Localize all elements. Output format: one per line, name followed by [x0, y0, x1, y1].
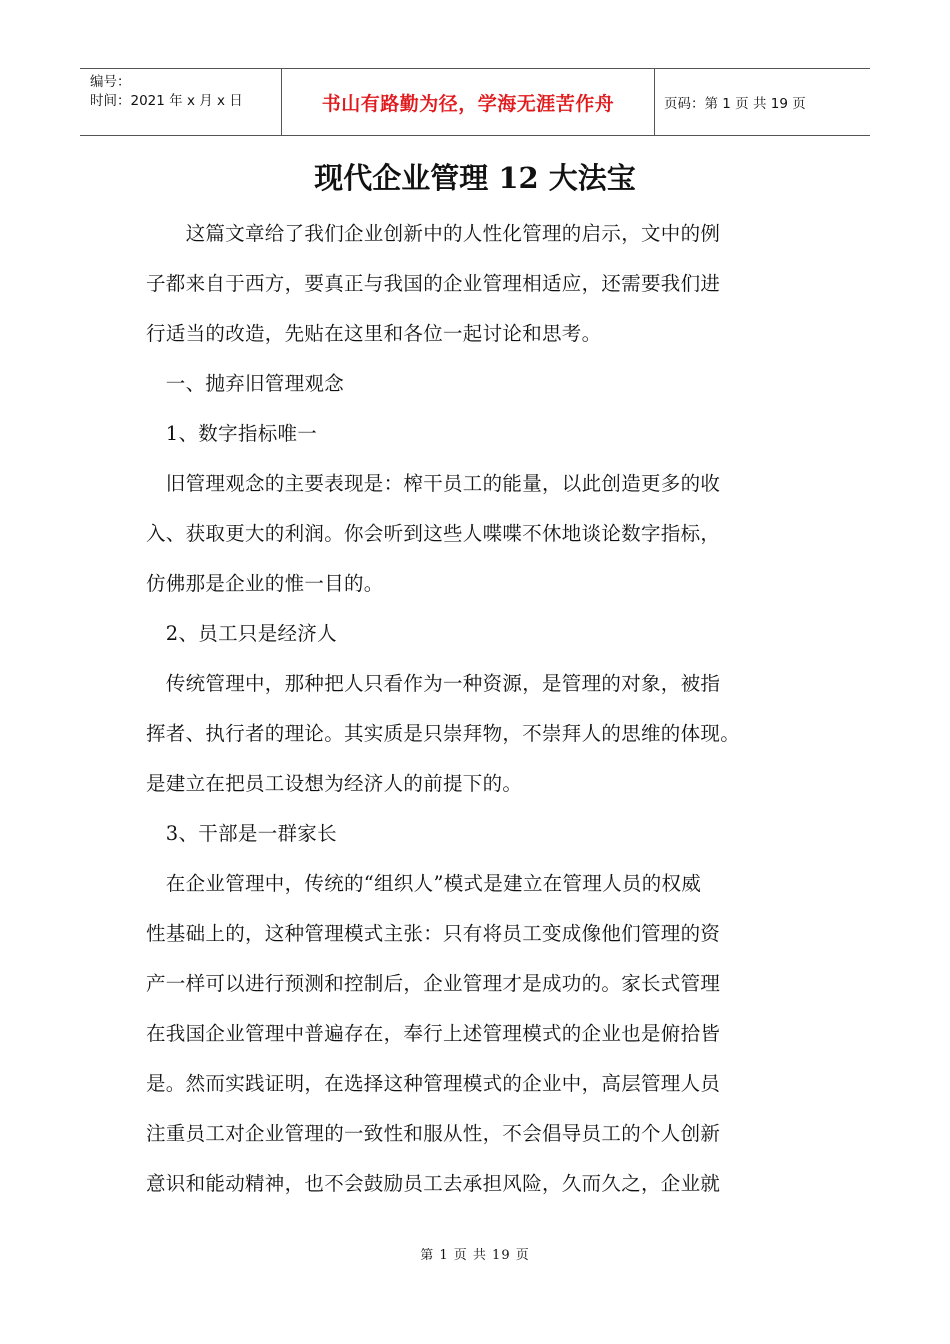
- header-meta: [80, 69, 281, 135]
- body-line: 在我国企业管理中普遍存在，奉行上述管理模式的企业也是俯拾皆: [146, 1022, 721, 1045]
- body-line: 仿佛那是企业的惟一目的。: [146, 572, 384, 595]
- header-page-info: 页码：第 1 页 共 19 页: [664, 96, 806, 112]
- body-line: 挥者、执行者的理论。其实质是只崇拜物，不崇拜人的思维的体现。: [146, 722, 741, 745]
- body-line: 行适当的改造，先贴在这里和各位一起讨论和思考。: [146, 322, 602, 345]
- number-label: 编号：: [90, 74, 131, 90]
- time-label: 时间：2021 年 x 月 x 日: [90, 93, 243, 109]
- body-line: 旧管理观念的主要表现是：榨干员工的能量，以此创造更多的收: [146, 472, 721, 495]
- body-line: 是建立在把员工设想为经济人的前提下的。: [146, 772, 523, 795]
- body-line: 意识和能动精神，也不会鼓励员工去承担风险，久而久之，企业就: [146, 1172, 721, 1195]
- subsection-heading: 3、干部是一群家长: [146, 822, 337, 845]
- body-line: 传统管理中，那种把人只看作为一种资源，是管理的对象，被指: [146, 672, 721, 695]
- body-line: 注重员工对企业管理的一致性和服从性，不会倡导员工的个人创新: [146, 1122, 721, 1145]
- body-line: 在企业管理中，传统的“组织人”模式是建立在管理人员的权威: [146, 872, 702, 895]
- body-line: 子都来自于西方，要真正与我国的企业管理相适应，还需要我们进: [146, 272, 721, 295]
- page-footer: 第 1 页 共 19 页: [420, 1248, 530, 1263]
- document-body: [146, 209, 836, 1209]
- document-header: [80, 68, 870, 136]
- body-line: 产一样可以进行预测和控制后，企业管理才是成功的。家长式管理: [146, 972, 721, 995]
- subsection-heading: 1、数字指标唯一: [146, 422, 318, 445]
- document-title: 现代企业管理 12 大法宝: [314, 161, 636, 195]
- section-heading: 一、抛弃旧管理观念: [146, 372, 345, 395]
- subsection-heading: 2、员工只是经济人: [146, 622, 337, 645]
- header-motto: 书山有路勤为径，学海无涯苦作舟: [281, 69, 655, 135]
- body-line: 是。然而实践证明，在选择这种管理模式的企业中，高层管理人员: [146, 1072, 721, 1095]
- body-line: 入、获取更大的利润。你会听到这些人喋喋不休地谈论数字指标，: [146, 522, 721, 545]
- body-line: 这篇文章给了我们企业创新中的人性化管理的启示，文中的例: [146, 222, 721, 245]
- body-line: 性基础上的，这种管理模式主张：只有将员工变成像他们管理的资: [146, 922, 721, 945]
